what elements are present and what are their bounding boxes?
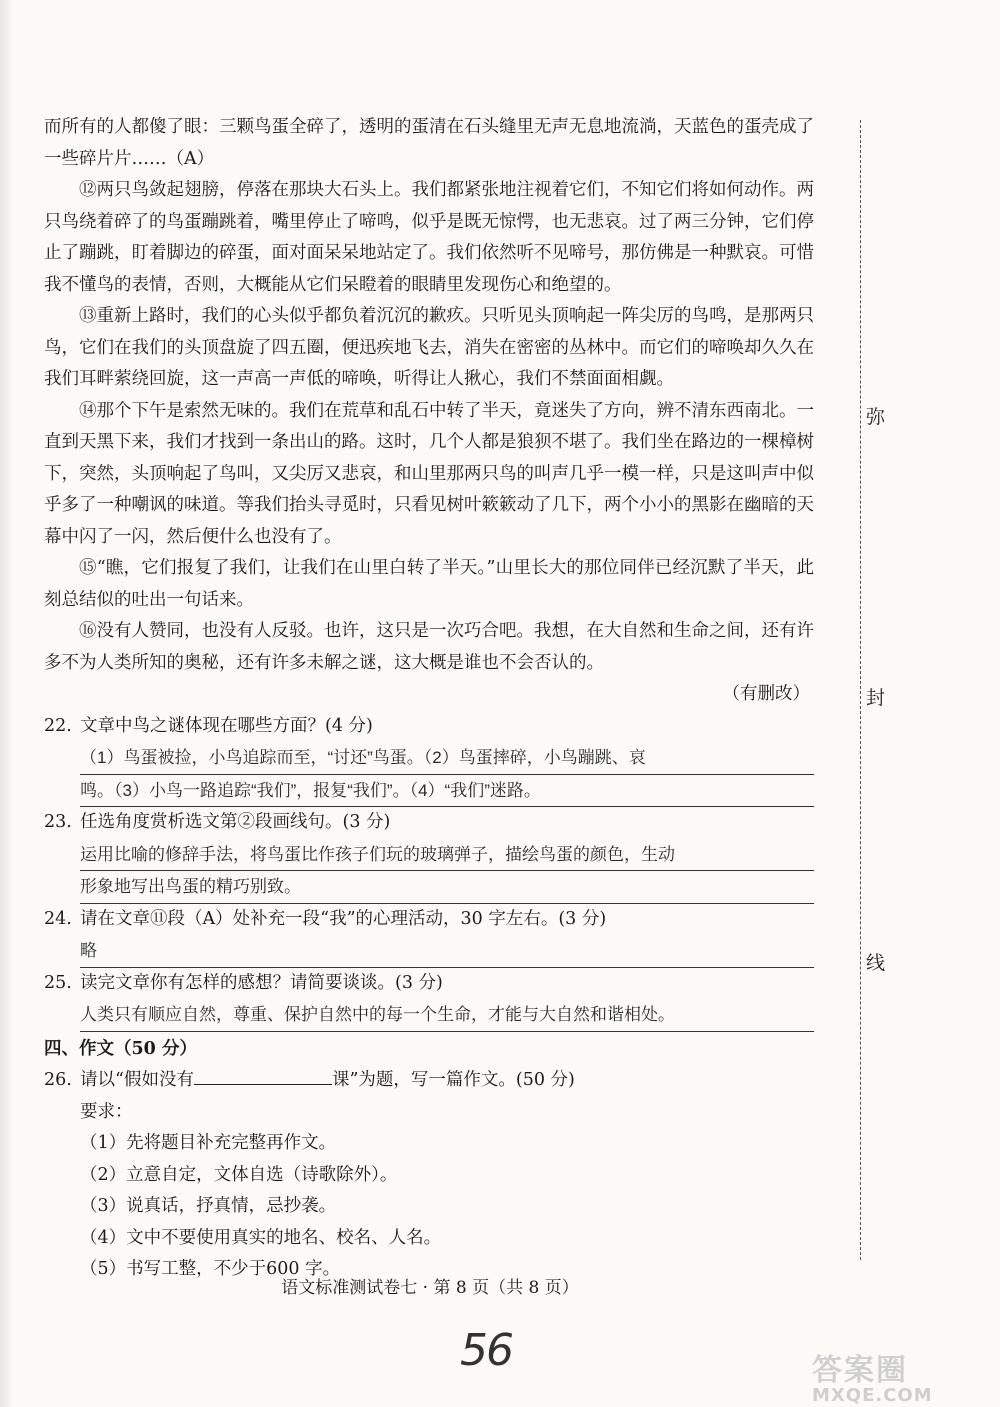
answer-line: 形象地写出鸟蛋的精巧别致。 (80, 871, 814, 904)
question-number: 24. (44, 908, 72, 929)
scan-edge-shadow (0, 0, 14, 1407)
requirement-item: （1）先将题目补充完整再作文。 (80, 1133, 337, 1153)
answer-25 (80, 999, 814, 1032)
question-number: 23. (44, 812, 72, 832)
composition-prompt-end: 课”为题，写一篇作文。(50 分) (331, 1070, 575, 1090)
handwritten-page-number: 56 (460, 1325, 512, 1376)
question-25 (44, 968, 814, 1000)
site-watermark (812, 1345, 992, 1406)
requirement-item: （4）文中不要使用真实的地名、校名、人名。 (80, 1227, 442, 1248)
answer-24 (80, 935, 814, 968)
passage-source-note: （有删改） (722, 684, 810, 704)
passage-paragraph-13: ⑬重新上路时，我们的心头似乎都负着沉沉的歉疚。只听见头顶响起一阵尖厉的鸟鸣，是那两只鸟，它们在我们的头顶盘旋了四五圈，便迅疾地飞去，消失在密密的丛林中。而它们的啼唤却久久在我们耳畔萦绕回旋，这一声高一声低的啼唤，听得让人揪心，我们不禁面面相觑。 (44, 306, 814, 389)
passage-paragraph-12: ⑫两只鸟敛起翅膀，停落在那块大石头上。我们都紧张地注视着它们，不知它们将如何动作。两只鸟绕着碎了的鸟蛋蹦跳着，嘴里停止了啼鸣，似乎是既无惊愕，也无悲哀。过了两三分钟，它们停止了蹦跳，盯着脚边的碎蛋，面对面呆呆地站定了。我们依然听不见啼号，那仿佛是一种默哀。可惜我不懂鸟的表情，否则，大概能从它们呆瞪着的眼睛里发现伤心和绝望的。 (44, 180, 814, 295)
question-text: 请在文章⑪段（A）处补充一段“我”的心理活动，30 字左右。(3 分) (80, 908, 607, 929)
answer-23 (80, 839, 814, 904)
question-text: 文章中鸟之谜体现在哪些方面？(4 分) (80, 715, 373, 736)
question-24 (44, 904, 814, 936)
binding-label-mi: 弥 (866, 406, 886, 428)
page-footer: 语文标准测试卷七 · 第 8 页（共 8 页） (281, 1278, 579, 1298)
answer-line: 鸣。（3）小鸟一路追踪“我们”，报复“我们”。（4）“我们”迷路。 (80, 775, 814, 808)
answer-line: 人类只有顺应自然，尊重、保护自然中的每一个生命，才能与大自然和谐相处。 (80, 999, 814, 1032)
requirement-item: （2）立意自定，文体自选（诗歌除外）。 (80, 1164, 398, 1185)
title-blank (194, 1066, 332, 1085)
requirements-label: 要求： (80, 1101, 133, 1122)
question-number: 22. (44, 715, 72, 736)
watermark-logo-text: 答案圈 (812, 1353, 908, 1388)
requirement-item: （5）书写工整，不少于600 字。 (80, 1259, 341, 1279)
passage-paragraph-15: ⑮“瞧，它们报复了我们，让我们在山里白转了半天。”山里长大的那位同伴已经沉默了半天，此刻总结似的吐出一句话来。 (44, 558, 814, 610)
passage-paragraph-16: ⑯没有人赞同，也没有人反驳。也许，这只是一次巧合吧。我想，在大自然和生命之间，还有许多不为人类所知的奥秘，还有许多未解之谜，这大概是谁也不会否认的。 (44, 621, 814, 673)
question-text: 任选角度赏析选文第②段画线句。(3 分) (80, 812, 391, 832)
question-26 (44, 1065, 814, 1097)
passage-paragraph-continuation: 而所有的人都傻了眼：三颗鸟蛋全碎了，透明的蛋清在石头缝里无声无息地流淌，天蓝色的蛋壳成了一些碎片片……（A） (44, 117, 814, 169)
answer-line: 略 (80, 935, 814, 968)
binding-dashed-line (860, 120, 861, 1260)
answer-line: （1）鸟蛋被捡，小鸟追踪而至，“讨还”鸟蛋。（2）鸟蛋摔碎，小鸟蹦跳、哀 (80, 742, 814, 775)
binding-label-feng: 封 (866, 687, 886, 709)
passage-paragraph-14: ⑭那个下午是索然无味的。我们在荒草和乱石中转了半天，竟迷失了方向，辨不清东西南北。一直到天黑下来，我们才找到一条出山的路。这时，几个人都是狼狈不堪了。我们坐在路边的一棵樟树下，突然，头顶响起了鸟叫，又尖厉又悲哀，和山里那两只鸟的叫声几乎一模一样，只是这叫声中似乎多了一种嘲讽的味道。等我们抬头寻觅时，只看见树叶簌簌动了几下，两个小小的黑影在幽暗的天幕中闪了一闪，然后便什么也没有了。 (44, 400, 814, 547)
answer-22 (80, 742, 814, 807)
watermark-url: MXQE.COM (812, 1385, 933, 1406)
main-content (44, 112, 814, 1286)
question-number: 25. (44, 972, 72, 993)
composition-prompt-start: 请以“假如没有 (80, 1070, 194, 1090)
binding-label-xian: 线 (866, 952, 886, 974)
requirement-item: （3）说真话，抒真情，忌抄袭。 (80, 1196, 337, 1216)
question-text: 读完文章你有怎样的感想？请简要谈谈。(3 分) (80, 972, 443, 993)
question-number: 26. (44, 1070, 72, 1090)
answer-line: 运用比喻的修辞手法，将鸟蛋比作孩子们玩的玻璃弹子，描绘鸟蛋的颜色，生动 (80, 839, 814, 872)
composition-section-heading: 四、作文（50 分） (44, 1038, 197, 1059)
question-22 (44, 711, 814, 743)
question-23 (44, 807, 814, 839)
